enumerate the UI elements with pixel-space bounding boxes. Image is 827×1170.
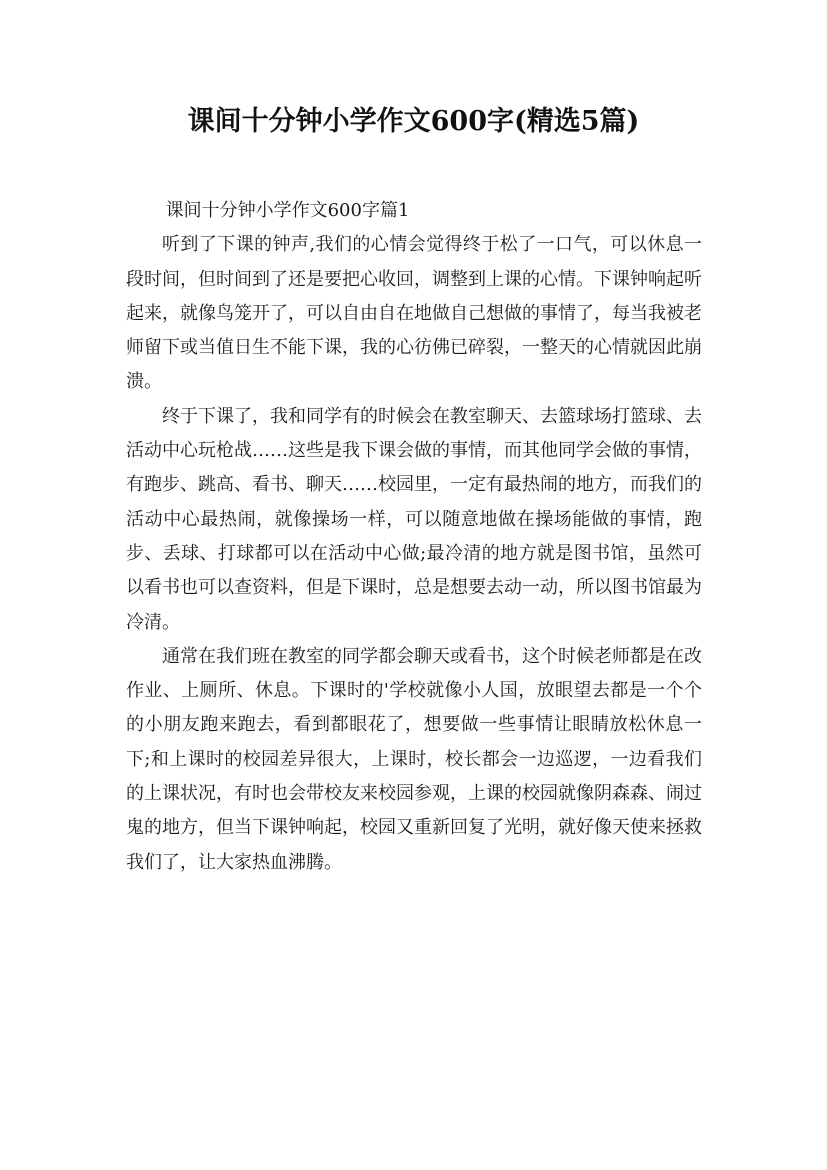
essay-body bbox=[126, 194, 702, 880]
document-title: 课间十分钟小学作文600字(精选5篇) bbox=[187, 106, 640, 137]
section-heading: 课间十分钟小学作文600字篇1 bbox=[165, 200, 410, 221]
paragraph-2: 终于下课了，我和同学有的时候会在教室聊天、去篮球场打篮球、去活动中心玩枪战……这些是我下课会做的事情，而其他同学会做的事情，有跑步、跳高、看书、聊天……校园里，一定有最热闹的地方，而我们的活动中心最热闹，就像操场一样，可以随意地做在操场能做的事情，跑步、丢球、打球都可以在活动中心做;最冷清的地方就是图书馆，虽然可以看书也可以查资料，但是下课时，总是想要去动一动，所以图书馆最为冷清。 bbox=[126, 405, 702, 633]
paragraph-3: 通常在我们班在教室的同学都会聊天或看书，这个时候老师都是在改作业、上厕所、休息。下课时的'学校就像小人国，放眼望去都是一个个的小朋友跑来跑去，看到都眼花了，想要做一些事情让眼睛放松休息一下;和上课时的校园差异很大，上课时，校长都会一边巡逻，一边看我们的上课状况，有时也会带校友来校园参观，上课的校园就像阴森森、闹过鬼的地方，但当下课钟响起，校园又重新回复了光明，就好像天使来拯救我们了，让大家热血沸腾。 bbox=[126, 645, 702, 873]
paragraph-1: 听到了下课的钟声,我们的心情会觉得终于松了一口气，可以休息一段时间，但时间到了还是要把心收回，调整到上课的心情。下课钟响起听起来，就像鸟笼开了，可以自由自在地做自己想做的事情了，每当我被老师留下或当值日生不能下课，我的心彷佛已碎裂，一整天的心情就因此崩溃。 bbox=[126, 234, 702, 393]
